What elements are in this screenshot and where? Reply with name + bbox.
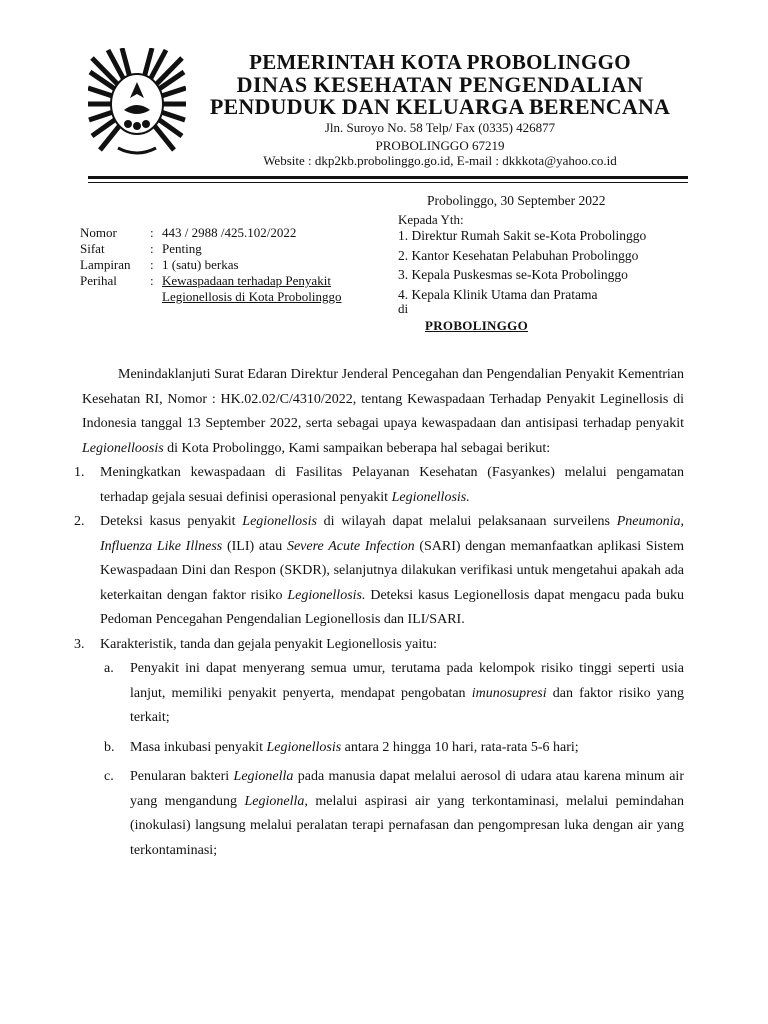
sub-point-text: dan faktor risiko yang terkait;: [130, 685, 684, 725]
letterhead-line-3: PENDUDUK DAN KELUARGA BERENCANA: [209, 94, 671, 119]
point-text-italic: Legionellosis: [242, 514, 317, 529]
meta-colon: :: [150, 273, 154, 288]
letterhead-line-2: DINAS KESEHATAN PENGENDALIAN: [236, 72, 644, 97]
meta-value: 1 (satu) berkas: [162, 257, 239, 272]
recipient-item: 1. Direktur Rumah Sakit se-Kota Probolinggo: [398, 228, 647, 243]
recipient-item: 3. Kepala Puskesmas se-Kota Probolinggo: [398, 267, 628, 282]
letter-date: Probolinggo, 30 September 2022: [427, 193, 606, 208]
point-text: di wilayah dapat melalui pelaksanaan surveilens: [316, 514, 617, 529]
sub-point-b: [100, 736, 684, 761]
addressee-label: Kepada Yth:: [398, 212, 464, 227]
point-text-italic: Pneumonia, Influenza Like Illness: [100, 514, 684, 554]
letter-meta-table: [80, 225, 341, 305]
addressee-di: di: [398, 301, 409, 316]
sub-point-text: , melalui aspirasi air yang terkontaminasi, melalui pemindahan (inokulasi) langsung melalui peralatan terapi pernafasan dan pengompresan luka dengan air yang terkontaminasi;: [130, 793, 685, 858]
sub-point-a: [100, 657, 684, 731]
sub-point-text: pada manusia dapat melalui aerosol di udara atau karena minum air yang mengandung: [130, 769, 684, 809]
point-number: 3.: [74, 636, 85, 652]
addressee-destination: PROBOLINGGO: [425, 318, 528, 333]
point-list: [74, 461, 685, 863]
city-emblem-logo: [88, 48, 186, 160]
subject-line-2: Legionellosis di Kota Probolinggo: [162, 289, 342, 304]
point-text: Karakteristik, tanda dan gejala penyakit Legionellosis yaitu:: [100, 636, 438, 652]
subject-line-1: Kewaspadaan terhadap Penyakit: [162, 273, 331, 288]
sub-point-letter: a.: [104, 661, 114, 676]
intro-text-b: Legionelloosis: [82, 440, 164, 456]
meta-key: Sifat: [80, 241, 105, 256]
meta-row: [80, 257, 341, 273]
sub-point-c: [100, 765, 684, 863]
point-text-italic: Legionellosis.: [391, 489, 470, 505]
point-text: (SARI) dengan memanfaatkan aplikasi Sistem Kewaspadaan Dini dan Respon (SKDR), selanjutnya dilakukan verifikasi untuk mengetahui apakah ada keterkaitan dengan faktor risiko: [100, 538, 684, 603]
meta-colon: :: [150, 225, 154, 240]
sub-point-text: Penyakit ini dapat menyerang semua umur, terutama pada kelompok risiko tinggi seperti usia lanjut, memiliki penyakit penyerta, mendapat pengobatan: [130, 661, 684, 701]
point-number: 2.: [74, 514, 85, 529]
point-text: Deteksi kasus Legionellosis dapat mengacu pada buku Pedoman Pencegahan Pengendalian Legionellosis dan ILI/SARI.: [100, 587, 684, 627]
letter-body: [74, 363, 685, 863]
letterhead-rule-thick: [88, 176, 688, 179]
point-text: (ILI) atau: [222, 538, 287, 554]
sub-point-letter: c.: [104, 769, 114, 784]
letterhead-line-1: PEMERINTAH KOTA PROBOLINGGO: [249, 50, 631, 74]
intro-text-a: Menindaklanjuti Surat Edaran Direktur Jenderal Pencegahan dan Pengendalian Penyakit Kementrian Kesehatan RI, Nomor : HK.02.02/C/4310/2022, tentang Kewaspadaan Terhadap Penyakit Leginellosis di Indonesia tanggal 13 September 2022, serta sebagai upaya kewaspadaan dan antisipasi terhadap penyakit: [82, 367, 684, 431]
point-text-italic: Legionellosis.: [287, 587, 366, 603]
intro-paragraph: [82, 363, 684, 461]
point-item-3: [74, 633, 685, 864]
point-text: Deteksi kasus penyakit: [100, 514, 243, 529]
letterhead-city: PROBOLINGGO 67219: [375, 138, 505, 153]
meta-row: [80, 273, 341, 305]
sub-point-text-italic: Legionella: [233, 769, 294, 784]
meta-value: 443 / 2988 /425.102/2022: [162, 225, 297, 240]
meta-key: Perihal: [80, 273, 117, 288]
sub-point-text: antara 2 hingga 10 hari, rata-rata 5-6 hari;: [341, 739, 579, 755]
point-number: 1.: [74, 465, 85, 480]
meta-row: [80, 241, 341, 257]
sub-point-text: Penularan bakteri: [130, 769, 234, 784]
sub-point-text-italic: imunosupresi: [471, 685, 547, 701]
point-text: Meningkatkan kewaspadaan di Fasilitas Pelayanan Kesehatan (Fasyankes) melalui pengamatan terhadap gejala sesuai definisi operasional penyakit: [100, 465, 684, 505]
meta-row: [80, 225, 341, 241]
point-item-2: [74, 510, 684, 633]
meta-key: Nomor: [80, 225, 117, 240]
sub-point-text-italic: Legionellosis: [266, 739, 342, 755]
meta-key: Lampiran: [80, 257, 131, 272]
recipient-item: 2. Kantor Kesehatan Pelabuhan Probolinggo: [398, 247, 639, 263]
letterhead-website: Website : dkp2kb.probolinggo.go.id, E-mail : dkkkota@yahoo.co.id: [263, 153, 617, 168]
recipient-item: 4. Kepala Klinik Utama dan Pratama: [398, 286, 598, 302]
letterhead-address: Jln. Suroyo No. 58 Telp/ Fax (0335) 426877: [324, 120, 556, 135]
sub-point-letter: b.: [104, 739, 115, 755]
sub-point-text-italic: Legionella: [244, 793, 305, 809]
letterhead-rule-thin: [88, 182, 688, 183]
point-item-1: [74, 461, 684, 510]
meta-colon: :: [150, 241, 154, 256]
meta-value: Penting: [162, 241, 202, 256]
meta-colon: :: [150, 257, 154, 272]
meta-value-subject: [162, 273, 341, 305]
point-text-italic: Severe Acute Infection: [286, 538, 415, 554]
sub-point-list: [100, 657, 684, 863]
sub-point-text: Masa inkubasi penyakit: [130, 739, 267, 755]
recipient-list: [398, 226, 646, 304]
intro-text-c: di Kota Probolinggo, Kami sampaikan beberapa hal sebagai berikut:: [163, 440, 551, 456]
